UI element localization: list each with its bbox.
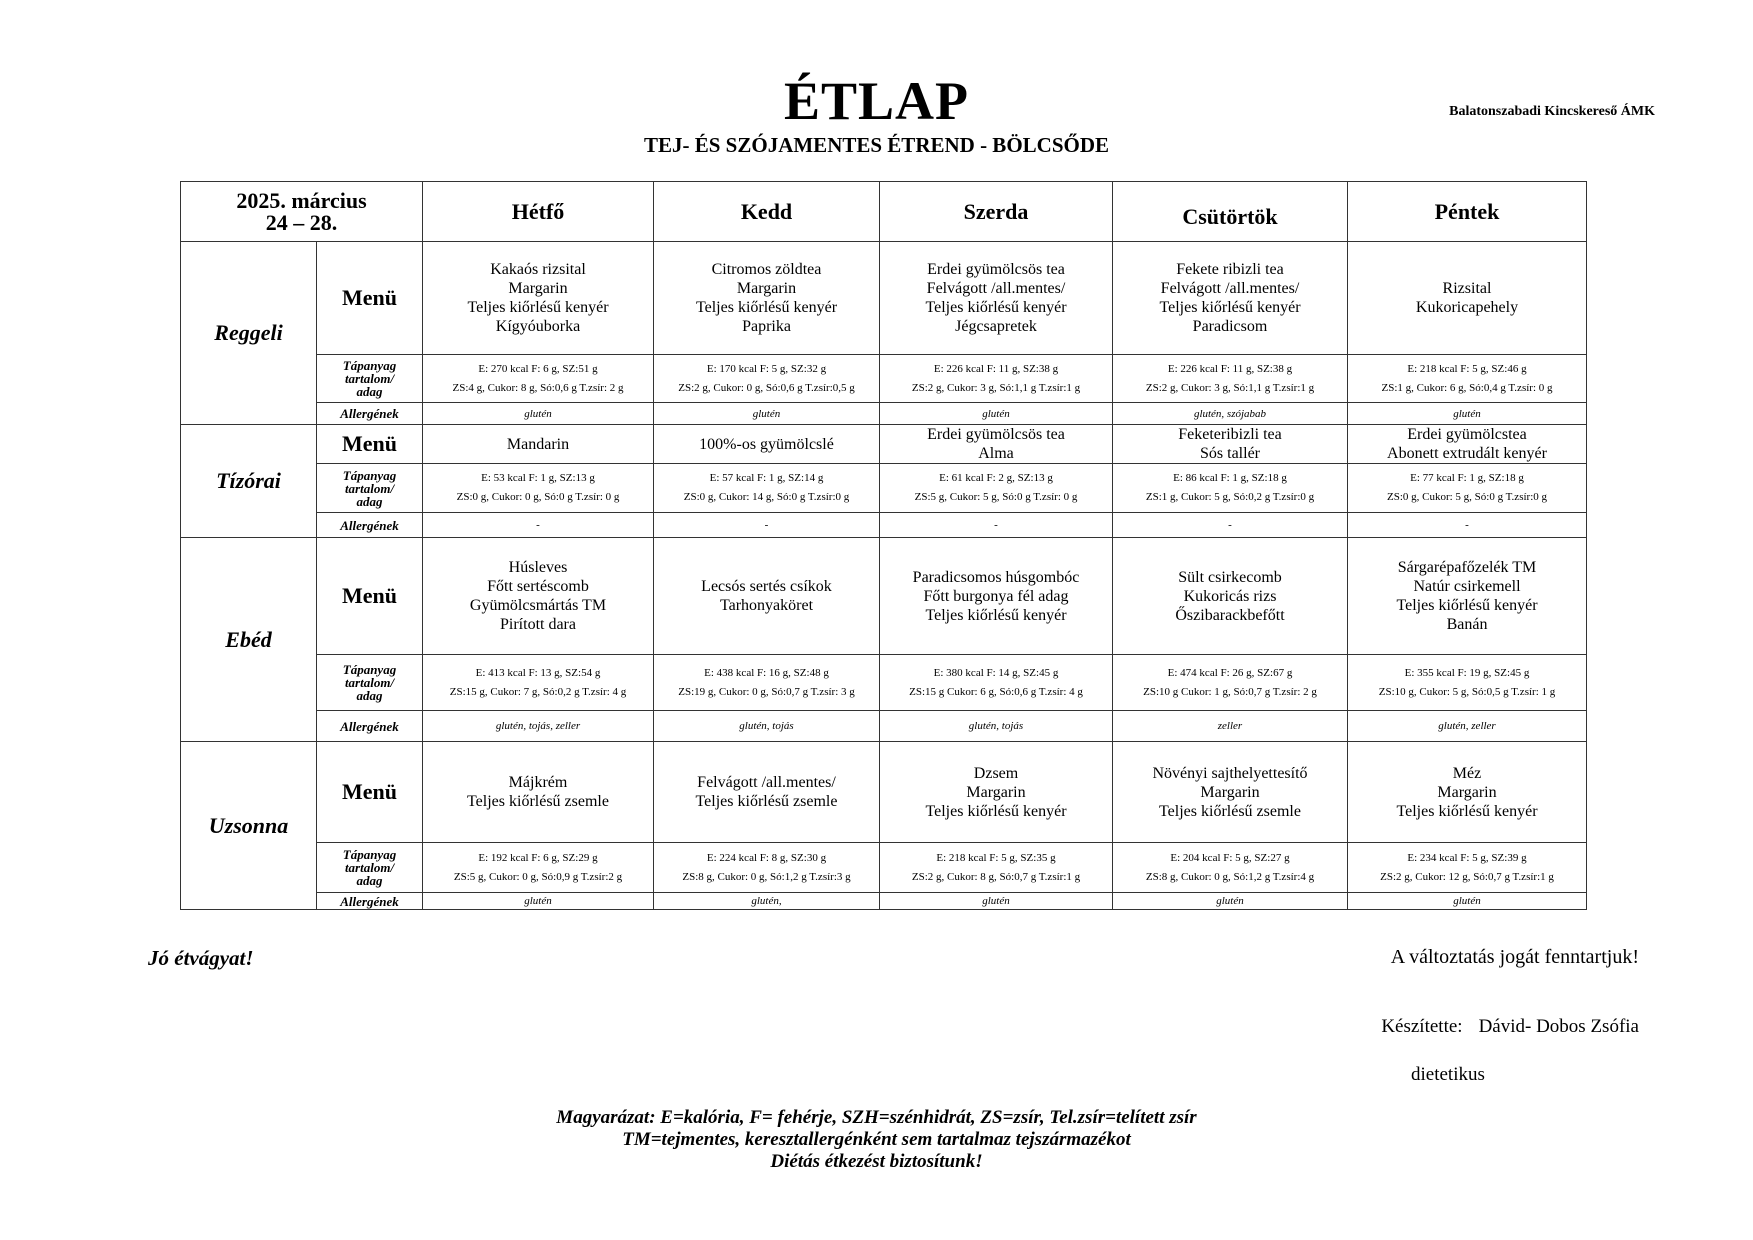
menu-item: Teljes kiőrlésű kenyér — [1396, 802, 1538, 820]
nutrient-line: E: 474 kcal F: 26 g, SZ:67 g — [1167, 666, 1293, 679]
nutrient-line: E: 380 kcal F: 14 g, SZ:45 g — [933, 666, 1059, 679]
legend-line: Diétás étkezést biztosítunk! — [770, 1151, 983, 1172]
menu-item: Felvágott /all.mentes/ — [697, 774, 836, 791]
menu-item: Dzsem — [973, 764, 1019, 782]
nutrient-row — [181, 355, 1587, 403]
nutrient-line: E: 355 kcal F: 19 g, SZ:45 g — [1404, 666, 1530, 679]
nutrient-cell-tuesday — [654, 655, 880, 711]
nutrient-line: E: 204 kcal F: 5 g, SZ:27 g — [1170, 851, 1290, 864]
menu-cell-thursday — [1113, 538, 1348, 655]
header-row — [181, 182, 1587, 242]
legend-line: Magyarázat: E=kalória, F= fehérje, SZH=szénhidrát, ZS=zsír, Tel.zsír=telített zsír — [556, 1107, 1197, 1128]
nutrient-cell-friday — [1348, 464, 1587, 513]
menu-item: Teljes kiőrlésű kenyér — [1159, 299, 1301, 316]
nutrient-cell-wednesday — [880, 464, 1113, 513]
allergen-cell-tuesday: glutén, tojás — [654, 711, 880, 742]
greeting: Jó étvágyat! — [148, 946, 254, 970]
day-header-tuesday: Kedd — [654, 182, 880, 242]
nutrient-cell-tuesday — [654, 464, 880, 513]
menu-item: Fekete ribizli tea — [1176, 261, 1284, 278]
menu-item: Teljes kiőrlésű kenyér — [925, 802, 1067, 820]
nutrient-line: E: 224 kcal F: 8 g, SZ:30 g — [706, 851, 827, 864]
menu-cell-monday — [423, 538, 654, 655]
menu-item: Őszibarackbefőtt — [1175, 606, 1285, 624]
menu-item: Sárgarépafőzelék TM — [1397, 559, 1537, 576]
menu-row — [181, 242, 1587, 355]
nutrient-line: E: 234 kcal F: 5 g, SZ:39 g — [1407, 851, 1527, 864]
date-days: 24 – 28. — [265, 209, 338, 235]
nutrient-line: ZS:19 g, Cukor: 0 g, Só:0,7 g T.zsír: 3 g — [678, 685, 855, 698]
row-label-nutrient-line: Tápanyag — [342, 467, 397, 483]
row-label-nutrient-line: adag — [356, 688, 383, 703]
menu-item: Citromos zöldtea — [711, 261, 822, 278]
menu-cell-friday — [1348, 742, 1587, 843]
nutrient-cell-tuesday — [654, 355, 880, 403]
nutrient-cell-thursday — [1113, 464, 1348, 513]
nutrient-cell-monday — [423, 355, 654, 403]
nutrient-row — [181, 655, 1587, 711]
menu-item: Paradicsomos húsgombóc — [912, 568, 1080, 586]
menu-item: Kakaós rizsital — [490, 261, 586, 278]
allergen-cell-friday: - — [1348, 513, 1587, 538]
allergen-cell-friday: glutén — [1348, 893, 1587, 910]
row-label-allergens: Allergének — [317, 513, 423, 538]
menu-cell-tuesday — [654, 742, 880, 843]
menu-cell-tuesday — [654, 242, 880, 355]
nutrient-line: ZS:15 g Cukor: 6 g, Só:0,6 g T.zsír: 4 g — [909, 685, 1083, 698]
nutrient-cell-thursday — [1113, 655, 1348, 711]
row-label-allergens: Allergének — [317, 403, 423, 425]
nutrient-cell-wednesday — [880, 355, 1113, 403]
menu-item: Kukoricás rizs — [1183, 587, 1277, 605]
nutrient-cell-friday — [1348, 655, 1587, 711]
allergen-cell-monday: glutén — [423, 403, 654, 425]
allergen-cell-monday: glutén — [423, 893, 654, 910]
menu-item: Alma — [978, 445, 1014, 462]
allergen-cell-friday: glutén, zeller — [1348, 711, 1587, 742]
menu-cell-tuesday — [654, 538, 880, 655]
nutrient-line: E: 226 kcal F: 11 g, SZ:38 g — [933, 362, 1059, 375]
nutrient-line: ZS:5 g, Cukor: 5 g, Só:0 g T.zsír: 0 g — [914, 491, 1078, 503]
menu-item: Májkrém — [508, 774, 568, 791]
menu-item: Teljes kiőrlésű kenyér — [1396, 597, 1538, 614]
menu-cell-thursday — [1113, 742, 1348, 843]
menu-cell-monday — [423, 242, 654, 355]
menu-row — [181, 538, 1587, 655]
author-role: dietetikus — [1411, 1064, 1485, 1085]
menu-item: 100%-os gyümölcslé — [699, 435, 834, 453]
day-header-thursday: Csütörtök — [1113, 182, 1348, 242]
menu-item: Banán — [1446, 616, 1488, 633]
menu-item: Margarin — [736, 280, 797, 297]
row-label-nutrient-line: Tápanyag — [342, 662, 397, 677]
page-title: ÉTLAP — [783, 71, 970, 131]
allergen-cell-monday: glutén, tojás, zeller — [423, 711, 654, 742]
row-label-nutrient-line: tartalom/ — [344, 675, 395, 690]
menu-item: Kígyóuborka — [495, 318, 581, 335]
allergen-cell-tuesday: glutén, — [654, 893, 880, 910]
nutrient-line: E: 413 kcal F: 13 g, SZ:54 g — [475, 666, 601, 679]
menu-item: Felvágott /all.mentes/ — [926, 280, 1066, 297]
menu-item: Lecsós sertés csíkok — [701, 578, 832, 595]
row-label-menu: Menü — [317, 425, 423, 464]
page-subtitle: TEJ- ÉS SZÓJAMENTES ÉTREND - BÖLCSŐDE — [643, 133, 1110, 157]
nutrient-line: ZS:0 g, Cukor: 5 g, Só:0 g T.zsír:0 g — [1386, 491, 1547, 503]
nutrient-line: ZS:0 g, Cukor: 14 g, Só:0 g T.zsír:0 g — [683, 491, 850, 503]
nutrient-line: E: 61 kcal F: 2 g, SZ:13 g — [939, 472, 1053, 484]
nutrient-cell-tuesday — [654, 843, 880, 893]
menu-item: Teljes kiőrlésű kenyér — [925, 606, 1067, 624]
allergen-cell-tuesday: glutén — [654, 403, 880, 425]
nutrient-line: ZS:10 g, Cukor: 5 g, Só:0,5 g T.zsír: 1 g — [1378, 685, 1556, 698]
nutrient-line: ZS:0 g, Cukor: 0 g, Só:0 g T.zsír: 0 g — [456, 491, 620, 503]
nutrient-line: ZS:2 g, Cukor: 3 g, Só:1,1 g T.zsír:1 g — [911, 381, 1081, 394]
menu-item: Növényi sajthelyettesítő — [1152, 764, 1308, 782]
date-range — [181, 182, 423, 242]
allergen-cell-wednesday: - — [880, 513, 1113, 538]
allergen-cell-wednesday: glutén, tojás — [880, 711, 1113, 742]
allergen-row — [181, 403, 1587, 425]
nutrient-cell-monday — [423, 464, 654, 513]
allergen-cell-thursday: glutén — [1113, 893, 1348, 910]
legend-line: TM=tejmentes, keresztallergénként sem tartalmaz tejszármazékot — [622, 1129, 1131, 1150]
date-month: 2025. március — [236, 187, 367, 213]
menu-item: Feketeribizli tea — [1178, 426, 1282, 443]
menu-table — [180, 181, 1587, 910]
disclaimer: A változtatás jogát fenntartjuk! — [1390, 946, 1639, 968]
menu-item: Natúr csirkemell — [1413, 578, 1521, 595]
row-label-nutrient-line: tartalom/ — [344, 480, 395, 496]
meal-name: Ebéd — [181, 538, 317, 742]
row-label-nutrient-line: tartalom/ — [344, 860, 395, 875]
nutrient-cell-monday — [423, 655, 654, 711]
nutrient-row — [181, 464, 1587, 513]
menu-item: Sült csirkecomb — [1178, 568, 1282, 586]
nutrient-line: ZS:1 g, Cukor: 5 g, Só:0,2 g T.zsír:0 g — [1145, 491, 1315, 503]
nutrient-line: E: 270 kcal F: 6 g, SZ:51 g — [478, 362, 598, 375]
menu-item: Paradicsom — [1192, 318, 1268, 335]
allergen-cell-tuesday: - — [654, 513, 880, 538]
meal-name: Reggeli — [181, 242, 317, 425]
allergen-row — [181, 711, 1587, 742]
allergen-cell-monday: - — [423, 513, 654, 538]
row-label-nutrient — [317, 843, 423, 893]
menu-item: Felvágott /all.mentes/ — [1160, 280, 1300, 297]
row-label-allergens: Allergének — [317, 893, 423, 910]
menu-item: Főtt sertéscomb — [487, 578, 589, 595]
nutrient-line: E: 226 kcal F: 11 g, SZ:38 g — [1167, 362, 1293, 375]
menu-cell-wednesday — [880, 242, 1113, 355]
day-header-wednesday: Szerda — [880, 182, 1113, 242]
menu-cell-friday — [1348, 538, 1587, 655]
nutrient-line: E: 170 kcal F: 5 g, SZ:32 g — [706, 362, 827, 375]
row-label-nutrient-line: Tápanyag — [342, 847, 397, 862]
menu-item: Méz — [1452, 764, 1482, 782]
day-header-friday: Péntek — [1348, 182, 1587, 242]
nutrient-line: ZS:15 g, Cukor: 7 g, Só:0,2 g T.zsír: 4 g — [449, 685, 627, 698]
row-label-nutrient-line: Tápanyag — [342, 358, 397, 373]
row-label-nutrient-line: adag — [356, 384, 383, 399]
menu-item: Pirított dara — [500, 616, 576, 633]
menu-item: Teljes kiőrlésű kenyér — [695, 299, 838, 316]
menu-item: Paprika — [742, 318, 791, 335]
menu-cell-wednesday — [880, 742, 1113, 843]
menu-item: Tarhonyaköret — [719, 597, 814, 614]
row-label-nutrient — [317, 464, 423, 513]
legend — [0, 1107, 1753, 1173]
author-line — [1381, 1016, 1639, 1038]
nutrient-line: ZS:8 g, Cukor: 0 g, Só:1,2 g T.zsír:3 g — [682, 870, 851, 883]
menu-item: Teljes kiőrlésű zsemle — [1159, 802, 1301, 820]
menu-cell-tuesday — [654, 425, 880, 464]
menu-cell-monday — [423, 742, 654, 843]
day-header-monday: Hétfő — [423, 182, 654, 242]
nutrient-line: ZS:10 g Cukor: 1 g, Só:0,7 g T.zsír: 2 g — [1143, 685, 1317, 698]
institution-name: Balatonszabadi Kincskereső ÁMK — [1449, 104, 1655, 119]
nutrient-line: E: 192 kcal F: 6 g, SZ:29 g — [478, 851, 598, 864]
menu-item: Sós tallér — [1200, 445, 1260, 462]
menu-item: Erdei gyümölcsös tea — [927, 426, 1065, 443]
allergen-cell-thursday: - — [1113, 513, 1348, 538]
menu-cell-friday — [1348, 242, 1587, 355]
menu-item: Kukoricapehely — [1415, 299, 1519, 316]
nutrient-line: ZS:2 g, Cukor: 8 g, Só:0,7 g T.zsír:1 g — [911, 870, 1081, 883]
menu-item: Teljes kiőrlésű kenyér — [467, 299, 609, 316]
nutrient-line: ZS:2 g, Cukor: 0 g, Só:0,6 g T.zsír:0,5 g — [678, 381, 855, 394]
author-label: Készítette: — [1381, 1016, 1463, 1037]
nutrient-cell-friday — [1348, 843, 1587, 893]
nutrient-row — [181, 843, 1587, 893]
row-label-allergens: Allergének — [317, 711, 423, 742]
row-label-menu: Menü — [317, 242, 423, 355]
allergen-cell-thursday: glutén, szójabab — [1113, 403, 1348, 425]
menu-item: Jégcsapretek — [955, 318, 1037, 335]
nutrient-line: ZS:8 g, Cukor: 0 g, Só:1,2 g T.zsír:4 g — [1145, 870, 1315, 883]
nutrient-cell-friday — [1348, 355, 1587, 403]
nutrient-cell-thursday — [1113, 355, 1348, 403]
menu-item: Főtt burgonya fél adag — [923, 587, 1069, 605]
row-label-nutrient-line: adag — [356, 493, 383, 509]
nutrient-line: E: 53 kcal F: 1 g, SZ:13 g — [481, 472, 595, 484]
nutrient-line: E: 218 kcal F: 5 g, SZ:46 g — [1407, 362, 1527, 375]
allergen-cell-wednesday: glutén — [880, 403, 1113, 425]
nutrient-cell-thursday — [1113, 843, 1348, 893]
menu-item: Teljes kiőrlésű zsemle — [467, 793, 609, 810]
nutrient-line: E: 86 kcal F: 1 g, SZ:18 g — [1173, 472, 1287, 484]
menu-item: Abonett extrudált kenyér — [1387, 445, 1547, 462]
menu-item: Erdei gyümölcsös tea — [927, 261, 1065, 278]
menu-cell-wednesday — [880, 538, 1113, 655]
meal-name: Uzsonna — [181, 742, 317, 910]
menu-item: Margarin — [1200, 783, 1260, 801]
author-name: Dávid- Dobos Zsófia — [1478, 1016, 1639, 1037]
menu-item: Margarin — [508, 280, 568, 297]
nutrient-line: ZS:2 g, Cukor: 3 g, Só:1,1 g T.zsír:1 g — [1145, 381, 1315, 394]
nutrient-cell-wednesday — [880, 655, 1113, 711]
nutrient-line: E: 438 kcal F: 16 g, SZ:48 g — [704, 666, 829, 679]
menu-row — [181, 425, 1587, 464]
menu-item: Mandarin — [506, 435, 570, 453]
nutrient-line: E: 218 kcal F: 5 g, SZ:35 g — [936, 851, 1056, 864]
row-label-menu: Menü — [317, 538, 423, 655]
menu-cell-friday — [1348, 425, 1587, 464]
row-label-menu: Menü — [317, 742, 423, 843]
menu-item: Rizsital — [1442, 280, 1492, 297]
menu-item: Húsleves — [508, 559, 568, 576]
menu-item: Teljes kiőrlésű kenyér — [925, 299, 1067, 316]
menu-cell-thursday — [1113, 242, 1348, 355]
menu-item: Margarin — [1437, 783, 1497, 801]
menu-cell-wednesday — [880, 425, 1113, 464]
menu-cell-thursday — [1113, 425, 1348, 464]
meal-name: Tízórai — [181, 425, 317, 538]
allergen-row — [181, 513, 1587, 538]
row-label-nutrient-line: tartalom/ — [344, 371, 395, 386]
row-label-nutrient — [317, 355, 423, 403]
row-label-nutrient-line: adag — [356, 873, 383, 888]
nutrient-line: ZS:1 g, Cukor: 6 g, Só:0,4 g T.zsír: 0 g — [1381, 381, 1553, 394]
menu-item: Erdei gyümölcstea — [1407, 426, 1527, 443]
menu-item: Margarin — [966, 783, 1026, 801]
menu-row — [181, 742, 1587, 843]
nutrient-cell-monday — [423, 843, 654, 893]
menu-item: Gyümölcsmártás TM — [469, 597, 607, 614]
nutrient-line: ZS:2 g, Cukor: 12 g, Só:0,7 g T.zsír:1 g — [1380, 870, 1554, 883]
allergen-row — [181, 893, 1587, 910]
menu-cell-monday — [423, 425, 654, 464]
nutrient-line: ZS:5 g, Cukor: 0 g, Só:0,9 g T.zsír:2 g — [453, 870, 623, 883]
nutrient-line: E: 77 kcal F: 1 g, SZ:18 g — [1410, 472, 1524, 484]
nutrient-line: ZS:4 g, Cukor: 8 g, Só:0,6 g T.zsír: 2 g — [452, 381, 624, 394]
allergen-cell-wednesday: glutén — [880, 893, 1113, 910]
row-label-nutrient — [317, 655, 423, 711]
menu-item: Teljes kiőrlésű zsemle — [695, 793, 838, 810]
allergen-cell-thursday: zeller — [1113, 711, 1348, 742]
nutrient-cell-wednesday — [880, 843, 1113, 893]
allergen-cell-friday: glutén — [1348, 403, 1587, 425]
nutrient-line: E: 57 kcal F: 1 g, SZ:14 g — [709, 472, 824, 484]
